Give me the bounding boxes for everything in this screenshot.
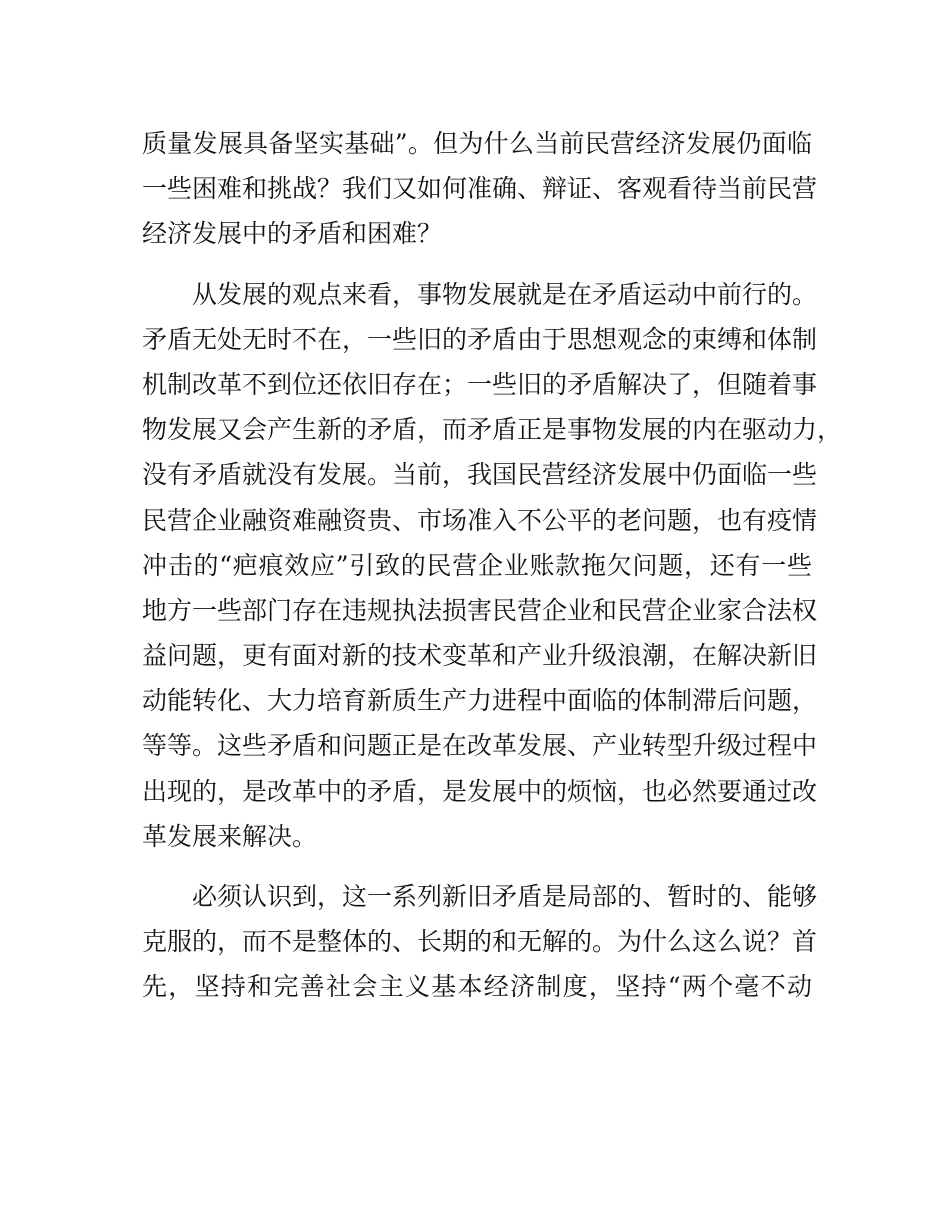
text-line: 一些困难和挑战？我们又如何准确、辩证、客观看待当前民营 bbox=[142, 174, 818, 204]
text-line: 冲击的“疤痕效应”引致的民营企业账款拖欠问题，还有一些 bbox=[142, 550, 812, 580]
text-line: 经济发展中的矛盾和困难？ bbox=[142, 219, 443, 249]
paragraph-1 bbox=[142, 121, 818, 257]
text-line: 地方一些部门存在违规执法损害民营企业和民营企业家合法权 bbox=[142, 595, 818, 625]
text-line: 没有矛盾就没有发展。当前，我国民营经济发展中仍面临一些 bbox=[142, 460, 818, 490]
text-line: 质量发展具备坚实基础”。但为什么当前民营经济发展仍面临 bbox=[142, 129, 812, 158]
text-line: 矛盾无处无时不在，一些旧的矛盾由于思想观念的束缚和体制 bbox=[142, 324, 818, 354]
text-line: 先，坚持和完善社会主义基本经济制度，坚持“两个毫不动 bbox=[142, 972, 812, 1002]
text-line: 物发展又会产生新的矛盾，而矛盾正是事物发展的内在驱动力， bbox=[142, 415, 843, 445]
paragraph-2 bbox=[142, 272, 843, 859]
text-line: 出现的，是改革中的矛盾，是发展中的烦恼，也必然要通过改 bbox=[142, 776, 818, 806]
text-line: 机制改革不到位还依旧存在；一些旧的矛盾解决了，但随着事 bbox=[142, 369, 818, 399]
document-body bbox=[142, 121, 843, 1010]
text-line: 革发展来解决。 bbox=[142, 821, 318, 851]
text-line: 克服的，而不是整体的、长期的和无解的。为什么这么说？首 bbox=[142, 927, 818, 957]
text-line: 益问题，更有面对新的技术变革和产业升级浪潮，在解决新旧 bbox=[142, 641, 818, 671]
text-line: 民营企业融资难融资贵、市场准入不公平的老问题，也有疫情 bbox=[142, 505, 818, 535]
text-line: 等等。这些矛盾和问题正是在改革发展、产业转型升级过程中 bbox=[142, 731, 818, 761]
text-line: 从发展的观点来看，事物发展就是在矛盾运动中前行的。 bbox=[192, 279, 818, 309]
text-line: 动能转化、大力培育新质生产力进程中面临的体制滞后问题， bbox=[142, 686, 818, 716]
text-line: 必须认识到，这一系列新旧矛盾是局部的、暂时的、能够 bbox=[192, 882, 818, 911]
paragraph-3 bbox=[142, 874, 818, 1010]
